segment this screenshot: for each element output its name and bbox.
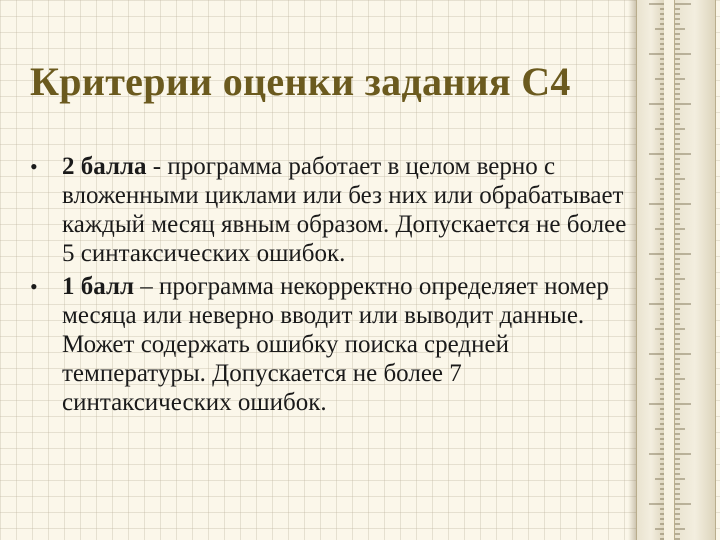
slide-title: Критерии оценки задания С4 (30, 59, 571, 104)
ruler-ticks-icon (675, 0, 715, 540)
criterion-text: – программа некорректно определяет номер месяца или неверно вводит или выводит данные. Может содержать ошибку поиска средней температуры. Допускается не более 7 синтаксических ошибок. (62, 273, 609, 416)
criterion-text: - программа работает в целом верно с вложенными циклами или без них или обрабатывает каждый месяц явным образом. Допускается не более 5 синтаксических ошибок. (62, 153, 627, 267)
ruler-decoration-left (636, 0, 666, 540)
bullet-icon: • (30, 274, 38, 299)
bullet-list (30, 152, 628, 421)
list-item (30, 272, 628, 417)
ruler-shadow (628, 0, 636, 540)
ruler-ticks-icon (637, 0, 665, 540)
ruler-decoration-right (674, 0, 716, 540)
list-item (30, 152, 628, 268)
ruler-gap (664, 0, 674, 540)
score-label: 1 балл (62, 273, 135, 300)
score-label: 2 балла (62, 153, 147, 180)
bullet-icon: • (30, 154, 38, 179)
